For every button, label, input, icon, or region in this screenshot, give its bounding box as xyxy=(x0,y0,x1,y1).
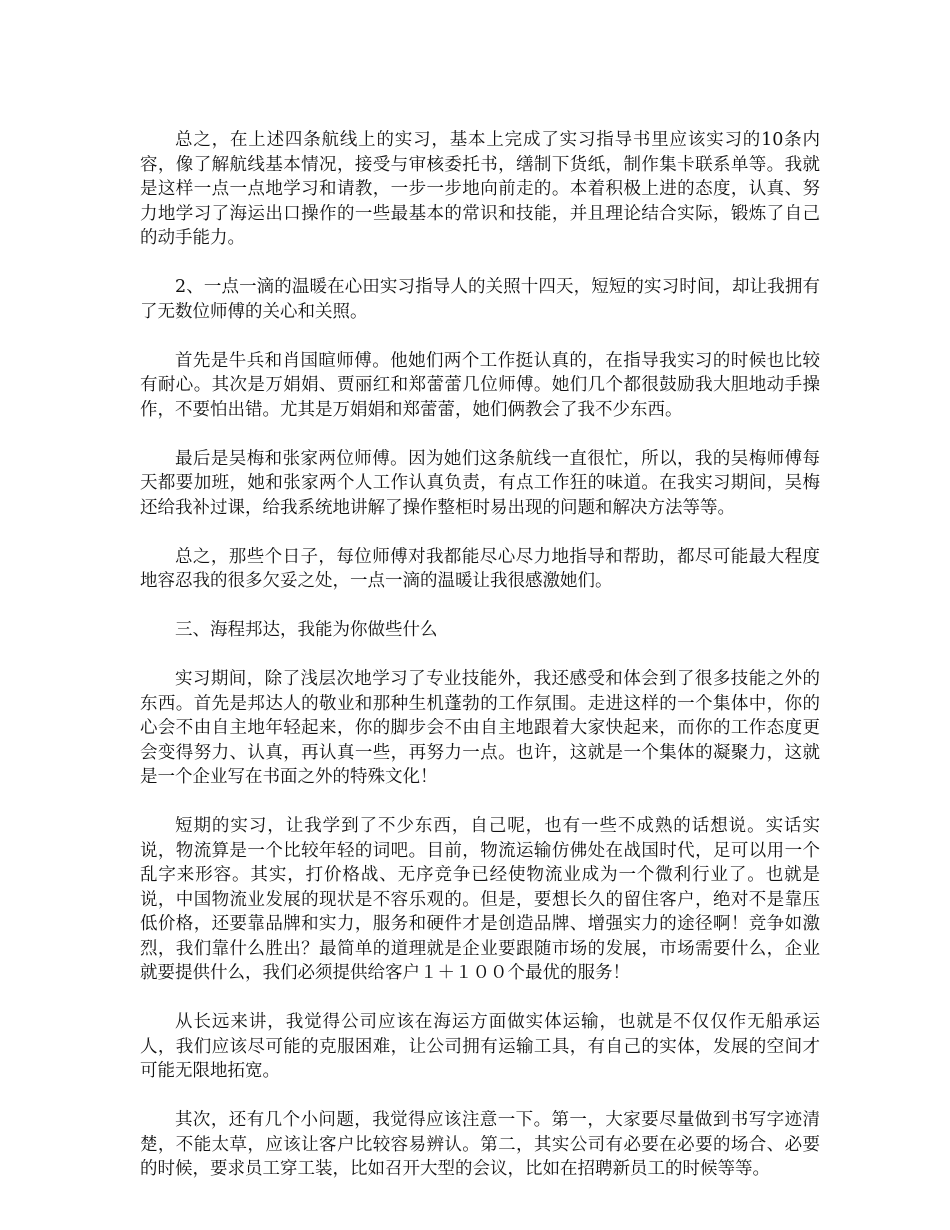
section-heading-three: 三、海程邦达，我能为你做些什么 xyxy=(175,620,438,640)
paragraph-first-mentors: 首先是牛兵和肖国暄师傅。他她们两个工作挺认真的，在指导我实习的时候也比较有耐心。其次是万娟娟、贾丽红和郑蕾蕾几位师傅。她们几个都很鼓励我大胆地动手操作，不要怕出错。尤其是万娟娟和郑蕾蕾，她们俩教会了我不少东西。 xyxy=(140,350,820,420)
paragraph-summary-routes: 总之，在上述四条航线上的实习，基本上完成了实习指导书里应该实习的10条内容，像了解航线基本情况，接受与审核委托书，缮制下货纸，制作集卡联系单等。我就是这样一点一点地学习和请教，一步一步地向前走的。本着积极上进的态度，认真、努力地学习了海运出口操作的一些最基本的常识和技能，并且理论结合实际，锻炼了自己的动手能力。 xyxy=(140,130,820,248)
paragraph-small-issues: 其次，还有几个小问题，我觉得应该注意一下。第一，大家要尽量做到书写字迹清楚，不能太草，应该让客户比较容易辨认。第二，其实公司有必要在必要的场合、必要的时候，要求员工穿工装，比如召开大型的会议，比如在招聘新员工的时候等等。 xyxy=(140,1110,820,1179)
document-body xyxy=(140,128,820,1206)
paragraph-last-mentors: 最后是吴梅和张家两位师傅。因为她们这条航线一直很忙，所以，我的吴梅师傅每天都要加班，她和张家两个人工作认真负责，有点工作狂的味道。在我实习期间，吴梅还给我补过课，给我系统地讲解了操作整柜时易出现的问题和解决方法等等。 xyxy=(140,448,820,518)
paragraph-culture: 实习期间，除了浅层次地学习了专业技能外，我还感受和体会到了很多技能之外的东西。首先是邦达人的敬业和那种生机蓬勃的工作氛围。走进这样的一个集体中，你的心会不由自主地年轻起来，你的脚步会不由自主地跟着大家快起来，而你的工作态度更会变得努力、认真，再认真一些，再努力一点。也许，这就是一个集体的凝聚力，这就是一个企业写在书面之外的特殊文化！ xyxy=(140,669,820,787)
paragraph-logistics-views: 短期的实习，让我学到了不少东西，自己呢，也有一些不成熟的话想说。实话实说，物流算是一个比较年轻的词吧。目前，物流运输仿佛处在战国时代，足可以用一个乱字来形容。其实，打价格战、无序竞争已经使物流业成为一个微利行业了。也就是说，中国物流业发展的现状是不容乐观的。但是，要想长久的留住客户，绝对不是靠压低价格，还要靠品牌和实力，服务和硬件才是创造品牌、增强实力的途径啊！竞争如激烈，我们靠什么胜出？最简单的道理就是企业要跟随市场的发展，市场需要什么，企业就要提供什么，我们必须提供给客户１＋１００个最优的服务！ xyxy=(140,816,820,983)
paragraph-long-term: 从长远来讲，我觉得公司应该在海运方面做实体运输，也就是不仅仅作无船承运人，我们应该尽可能的克服困难，让公司拥有运输工具，有自己的实体，发展的空间才可能无限地拓宽。 xyxy=(140,1012,820,1081)
paragraph-summary-mentors: 总之，那些个日子，每位师傅对我都能尽心尽力地指导和帮助，都尽可能最大程度地容忍我的很多欠妥之处，一点一滴的温暖让我很感激她们。 xyxy=(140,546,820,591)
paragraph-warmth-intro: 2、一点一滴的温暖在心田实习指导人的关照十四天，短短的实习时间，却让我拥有了无数位师傅的关心和关照。 xyxy=(140,277,820,322)
